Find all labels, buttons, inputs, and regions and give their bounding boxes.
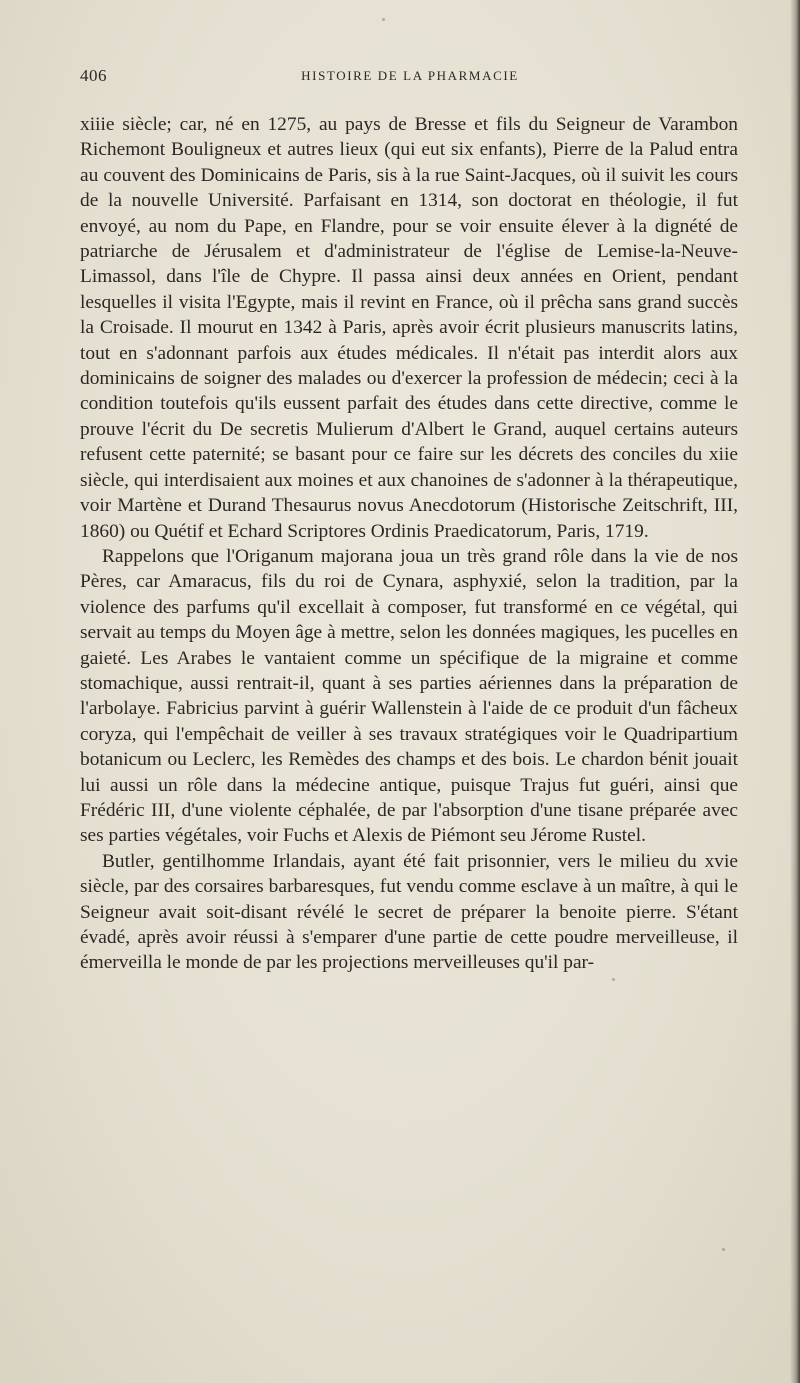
paragraph-2: Rappelons que l'Origanum majorana joua un très grand rôle dans la vie de nos Pères, car Amaracus, fils du roi de Cynara, asphyxié, selon la tradition, par la violence des parfums qu'il excellait à composer, fut transformé en ce végétal, qui servait au temps du Moyen âge à mettre, selon les données magiques, les pucelles en gaieté. Les Arabes le vantaient comme un spécifique de la migraine et comme stomachique, aussi rentrait-il, quant à ses parties aériennes dans la préparation de l'arbolaye. Fabricius parvint à guérir Wallenstein à l'aide de ce produit d'un fâcheux coryza, qui l'empêchait de veiller à ses travaux stratégiques voir le Quadripartium botanicum ou Leclerc, les Remèdes des champs et des bois. Le chardon bénit jouait lui aussi un rôle dans la médecine antique, puisque Trajus fut guéri, ainsi que Frédéric III, d'une violente céphalée, de par l'absorption d'une tisane préparée avec ses parties végétales, voir Fuchs et Alexis de Piémont seu Jérome Rustel.: [80, 545, 738, 847]
page-edge-shadow: [790, 0, 800, 1383]
paragraph-1: xiiie siècle; car, né en 1275, au pays de Bresse et fils du Seigneur de Varambon Richemont Bouligneux et autres lieux (qui eut six enfants), Pierre de la Palud entra au couvent des Dominicains de Paris, sis à la rue Saint-Jacques, où il suivit les cours de la nouvelle Université. Parfaisant en 1314, son doctorat en théologie, il fut envoyé, au nom du Pape, en Flandre, pour se voir ensuite élever à la dignété de patriarche de Jérusalem et d'administrateur de l'église de Lemise-la-Neuve-Limassol, dans l'île de Chypre. Il passa ainsi deux années en Orient, pendant lesquelles il visita l'Egypte, mais il revint en France, où il prêcha sans grand succès la Croisade. Il mourut en 1342 à Paris, après avoir écrit plusieurs manuscrits latins, tout en s'adonnant parfois aux études médicales. Il n'était pas interdit alors aux dominicains de soigner des malades ou d'exercer la profession de médecin; ceci à la condition toutefois qu'ils eussent parfait des études dans cette directive, comme le prouve l'écrit du De secretis Mulierum d'Albert le Grand, auquel certains auteurs refusent cette paternité; se basant pour ce faire sur les décrets des conciles du xiie siècle, qui interdisaient aux moines et aux chanoines de s'adonner à la thérapeutique, voir Martène et Durand Thesaurus novus Anecdotorum (Historische Zeitschrift, III, 1860) ou Quétif et Echard Scriptores Ordinis Praedicatorum, Paris, 1719.: [80, 114, 738, 542]
page-number: 406: [80, 66, 107, 85]
paragraph-3: Butler, gentilhomme Irlandais, ayant été fait prisonnier, vers le milieu du xvie siècle, par des corsaires barbaresques, fut vendu comme esclave à un maître, à qui le Seigneur avait soit-disant révélé le secret de préparer la benoite pierre. S'étant évadé, après avoir réussi à s'emparer d'une partie de cette poudre merveilleuse, il émerveilla le monde de par les projections merveilleuses qu'il par-: [80, 850, 738, 974]
page-header: [80, 66, 740, 90]
running-title: HISTOIRE DE LA PHARMACIE: [301, 68, 519, 83]
paper-speck: [612, 978, 615, 981]
paper-speck: [382, 18, 385, 21]
paper-speck: [722, 1248, 725, 1251]
body-text: [80, 112, 738, 976]
